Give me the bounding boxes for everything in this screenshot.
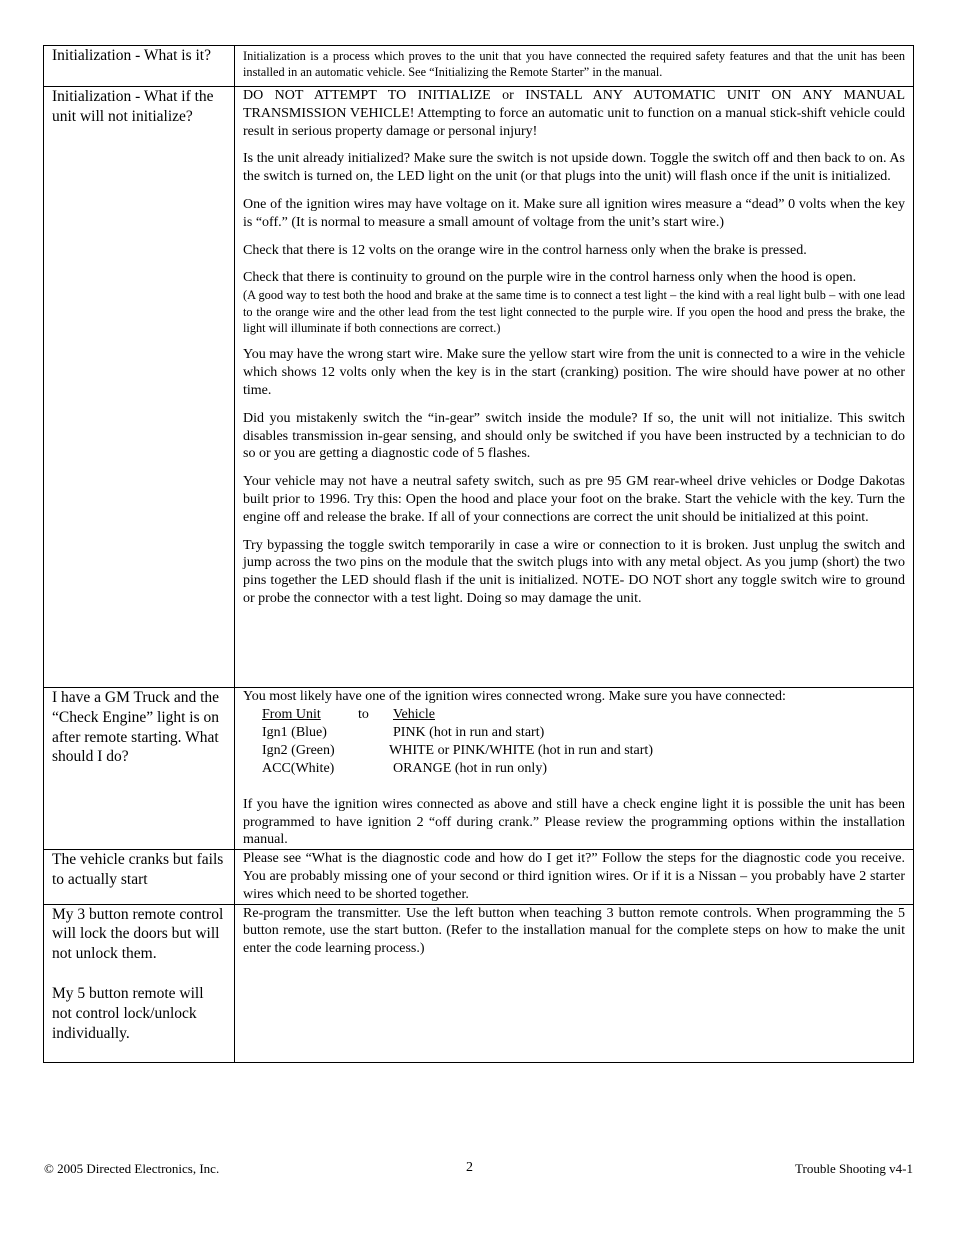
answer-cell	[235, 688, 914, 850]
question-cell: Initialization - What if the unit will not initialize?	[44, 87, 235, 688]
wire-table	[262, 706, 905, 778]
answer-paragraph: Check that there is continuity to ground on the purple wire in the control harness only when the hood is open.	[243, 270, 857, 286]
table-row	[44, 87, 914, 688]
wire-from: ACC(White)	[262, 760, 335, 776]
table-row	[44, 850, 914, 904]
question-cell	[44, 904, 235, 1062]
wire-header-from: From Unit	[262, 706, 321, 722]
answer-note: (A good way to test both the hood and brake at the same time is to connect a test light – the kind with a real light bulb – with one lead to the orange wire and the other lead from the test light connected to the purple wire. If you open the hood and press the brake, the light will illuminate if both connections are correct.)	[243, 288, 905, 335]
answer-paragraph: You may have the wrong start wire. Make sure the yellow start wire from the unit is connected to a wire in the vehicle which shows 12 volts only when the key is in the start (cranking) position. The wire should have power at no other time.	[243, 347, 905, 398]
answer-cell: Re-program the transmitter. Use the left button when teaching 3 button remote controls. When programming the 5 button remote, use the start button. (Refer to the installation manual for the complete steps on how to make the unit enter the code learning process.)	[235, 904, 914, 1062]
answer-paragraph: One of the ignition wires may have voltage on it. Make sure all ignition wires measure a “dead” 0 volts when the key is “off.” (It is normal to measure a small amount of voltage from the unit’s start wire.)	[243, 196, 905, 230]
wire-header-vehicle: Vehicle	[393, 706, 435, 722]
footer-doc-title: Trouble Shooting v4-1	[795, 1161, 913, 1176]
wire-row	[262, 760, 905, 778]
table-row	[44, 904, 914, 1062]
wire-vehicle: ORANGE (hot in run only)	[393, 760, 547, 776]
wire-vehicle: WHITE or PINK/WHITE (hot in run and start)	[389, 742, 653, 758]
answer-outro: If you have the ignition wires connected as above and still have a check engine light it is possible the unit has been programmed to have ignition 2 “off during crank.” Please review the programming options within the installation manual.	[243, 796, 905, 848]
footer-copyright: © 2005 Directed Electronics, Inc.	[44, 1161, 220, 1176]
answer-intro: You most likely have one of the ignition wires connected wrong. Make sure you have connected:	[243, 689, 786, 704]
answer-paragraph: Did you mistakenly switch the “in-gear” switch inside the module? If so, the unit will not initialize. This switch disables transmission in-gear sensing, and should only be switched if you have been instructed by a technician to do so or you are getting a diagnostic code of 5 flashes.	[243, 410, 905, 462]
answer-text: Initialization is a process which proves to the unit that you have connected the required safety features and that the unit has been installed in an automatic vehicle. See “Initializing the Remote Starter” in the manual.	[243, 49, 905, 79]
question-text: My 5 button remote will not control lock/unlock individually.	[52, 984, 204, 1042]
wire-from: Ign1 (Blue)	[262, 724, 327, 740]
wire-header-row	[262, 706, 905, 724]
answer-cell: Please see “What is the diagnostic code and how do I get it?” Follow the steps for the diagnostic code you receive. You are probably missing one of your second or third ignition wires. Or if it is a Nissan – you probably have 2 starter wires which need to be shorted together.	[235, 850, 914, 904]
wire-from: Ign2 (Green)	[262, 742, 335, 758]
question-cell: Initialization - What is it?	[44, 46, 235, 87]
question-text: My 3 button remote control will lock the doors but will not unlock them.	[52, 905, 224, 963]
wire-header-to: to	[358, 706, 369, 722]
wire-row	[262, 742, 905, 760]
table-row	[44, 688, 914, 850]
answer-cell	[235, 87, 914, 688]
answer-paragraph: Try bypassing the toggle switch temporarily in case a wire or connection to it is broken. Just unplug the switch and jump across the two pins on the module that the switch plugs into with any metal object. As you jump (short) the two pins together the LED should flash if the unit is initialized. NOTE- DO NOT short any toggle switch wire to ground or probe the connector with a test light. Doing so may damage the unit.	[243, 537, 905, 606]
answer-paragraph: Is the unit already initialized? Make sure the switch is not upside down. Toggle the switch off and then back to on. As the switch is turned on, the LED light on the unit (or that plugs into the unit) will flash once if the unit is initialized.	[243, 151, 905, 185]
wire-vehicle: PINK (hot in run and start)	[393, 724, 545, 740]
answer-paragraph: Check that there is 12 volts on the orange wire in the control harness only when the brake is pressed.	[243, 242, 807, 258]
page-number: 2	[466, 1160, 473, 1175]
question-cell: The vehicle cranks but fails to actually start	[44, 850, 235, 904]
wire-row	[262, 724, 905, 742]
answer-paragraph: Your vehicle may not have a neutral safety switch, such as pre 95 GM rear-wheel drive vehicles or Dodge Dakotas built prior to 1996. Try this: Open the hood and place your foot on the brake. Start the vehicle with the key. Turn the engine off and release the brake. If all of your connections are correct the unit should be initialized at this point.	[243, 474, 905, 525]
question-cell: I have a GM Truck and the “Check Engine” light is on after remote starting. What should I do?	[44, 688, 235, 850]
answer-paragraph: DO NOT ATTEMPT TO INITIALIZE or INSTALL ANY AUTOMATIC UNIT ON ANY MANUAL TRANSMISSION VEHICLE! Attempting to force an automatic unit to function on a manual stick-shift vehicle could result in serious property damage or personal injury!	[243, 88, 905, 139]
answer-cell	[235, 46, 914, 87]
answer-paragraph-group	[243, 269, 905, 336]
troubleshooting-table	[43, 45, 914, 1063]
table-row	[44, 46, 914, 87]
